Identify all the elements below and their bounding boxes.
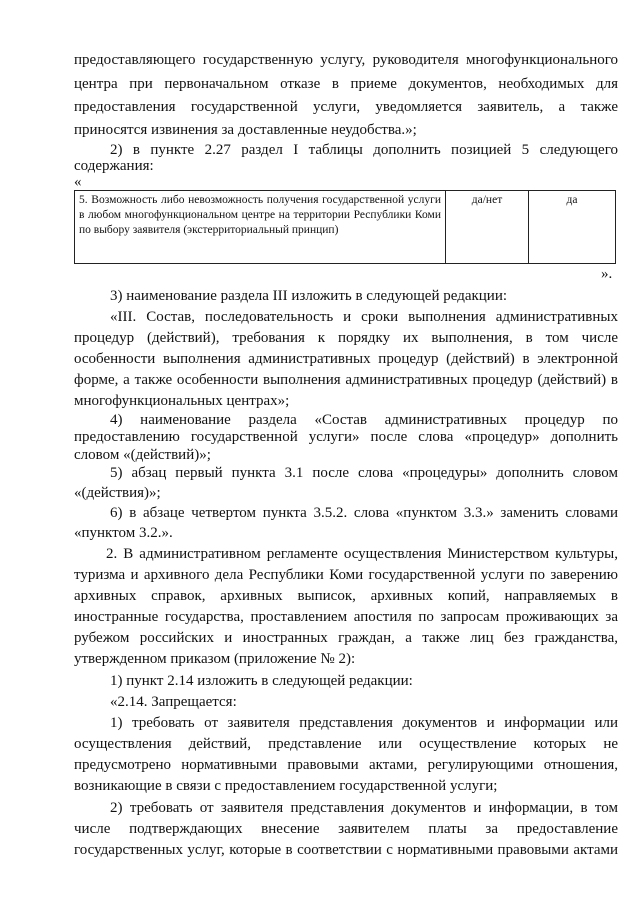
text-line: особенности выполнения административных процедур (действий) в электронной <box>74 351 618 367</box>
table-cell-value: да <box>529 191 616 264</box>
text-line: 3) наименование раздела III изложить в следующей редакции: <box>110 288 508 304</box>
text-line: словом «(действий)»; <box>74 447 211 463</box>
text-line: 1) пункт 2.14 изложить в следующей редакции: <box>110 673 413 689</box>
text-line: многофункциональных центрах»; <box>74 393 290 409</box>
text-line: 1) требовать от заявителя представления документов и информации или <box>110 715 618 731</box>
text-line: 2) в пункте 2.27 раздел I таблицы дополнить позицией 5 следующего <box>110 142 618 158</box>
text-line: «пунктом 3.2.». <box>74 525 173 541</box>
text-line: 4) наименование раздела «Состав административных процедур по <box>110 412 618 428</box>
text-line: «(действия)»; <box>74 485 161 501</box>
open-quote: « <box>74 174 82 190</box>
table-cell-options: да/нет <box>446 191 529 264</box>
text-line: 5) абзац первый пункта 3.1 после слова «процедуры» дополнить словом <box>110 465 618 481</box>
text-line: предоставлению государственной услуги» после слова «процедур» дополнить <box>74 429 618 445</box>
text-line: архивных справок, архивных выписок, архивных копий, направляемых в <box>74 588 618 604</box>
text-line: центра при первоначальном отказе в приеме документов, необходимых для <box>74 76 618 92</box>
text-line: государственных услуг, которые в соответствии с нормативными правовыми актами <box>74 842 618 858</box>
text-line: рубежом российских и иностранных граждан, а также лиц без гражданства, <box>74 630 618 646</box>
text-line: утвержденном приказом (приложение № 2): <box>74 651 356 667</box>
text-line: предоставляющего государственную услугу, руководителя многофункционального <box>74 52 618 68</box>
text-line: 2) требовать от заявителя представления документов и информации, в том <box>110 800 618 816</box>
table-cell-description: 5. Возможность либо невозможность получения государственной услуги в любом многофункциональном центре на территории Республики Коми по выбору заявителя (экстерриториальный принцип) <box>75 191 446 264</box>
text-line: 6) в абзаце четвертом пункта 3.5.2. слова «пунктом 3.3.» заменить словами <box>110 505 618 521</box>
text-line: числе подтверждающих внесение заявителем платы за предоставление <box>74 821 618 837</box>
text-line: процедур (действий), требования к порядку их выполнения, в том числе <box>74 330 618 346</box>
text-line: 2. В административном регламенте осуществления Министерством культуры, <box>106 546 618 562</box>
text-line: предоставления государственной услуги, уведомляется заявитель, а также <box>74 99 618 115</box>
text-line: «III. Состав, последовательность и сроки выполнения административных <box>110 309 618 325</box>
text-line: возникающие в связи с предоставлением государственной услуги; <box>74 778 498 794</box>
text-line: иностранные государства, проставлением апостиля по запросам проживающих за <box>74 609 618 625</box>
text-line: осуществления действий, представление или осуществление которых не <box>74 736 618 752</box>
text-line: форме, а также особенности выполнения административных процедур (действий) в <box>74 372 618 388</box>
text-line: предусмотрено нормативными правовыми актами, регулирующими отношения, <box>74 757 618 773</box>
text-line: содержания: <box>74 158 154 174</box>
table-row <box>75 191 616 264</box>
text-line: приносятся извинения за доставленные неудобства.»; <box>74 122 417 138</box>
position-table <box>74 190 616 264</box>
close-quote: ». <box>601 266 613 282</box>
text-line: «2.14. Запрещается: <box>110 694 237 710</box>
text-line: туризма и архивного дела Республики Коми государственной услуги по заверению <box>74 567 618 583</box>
